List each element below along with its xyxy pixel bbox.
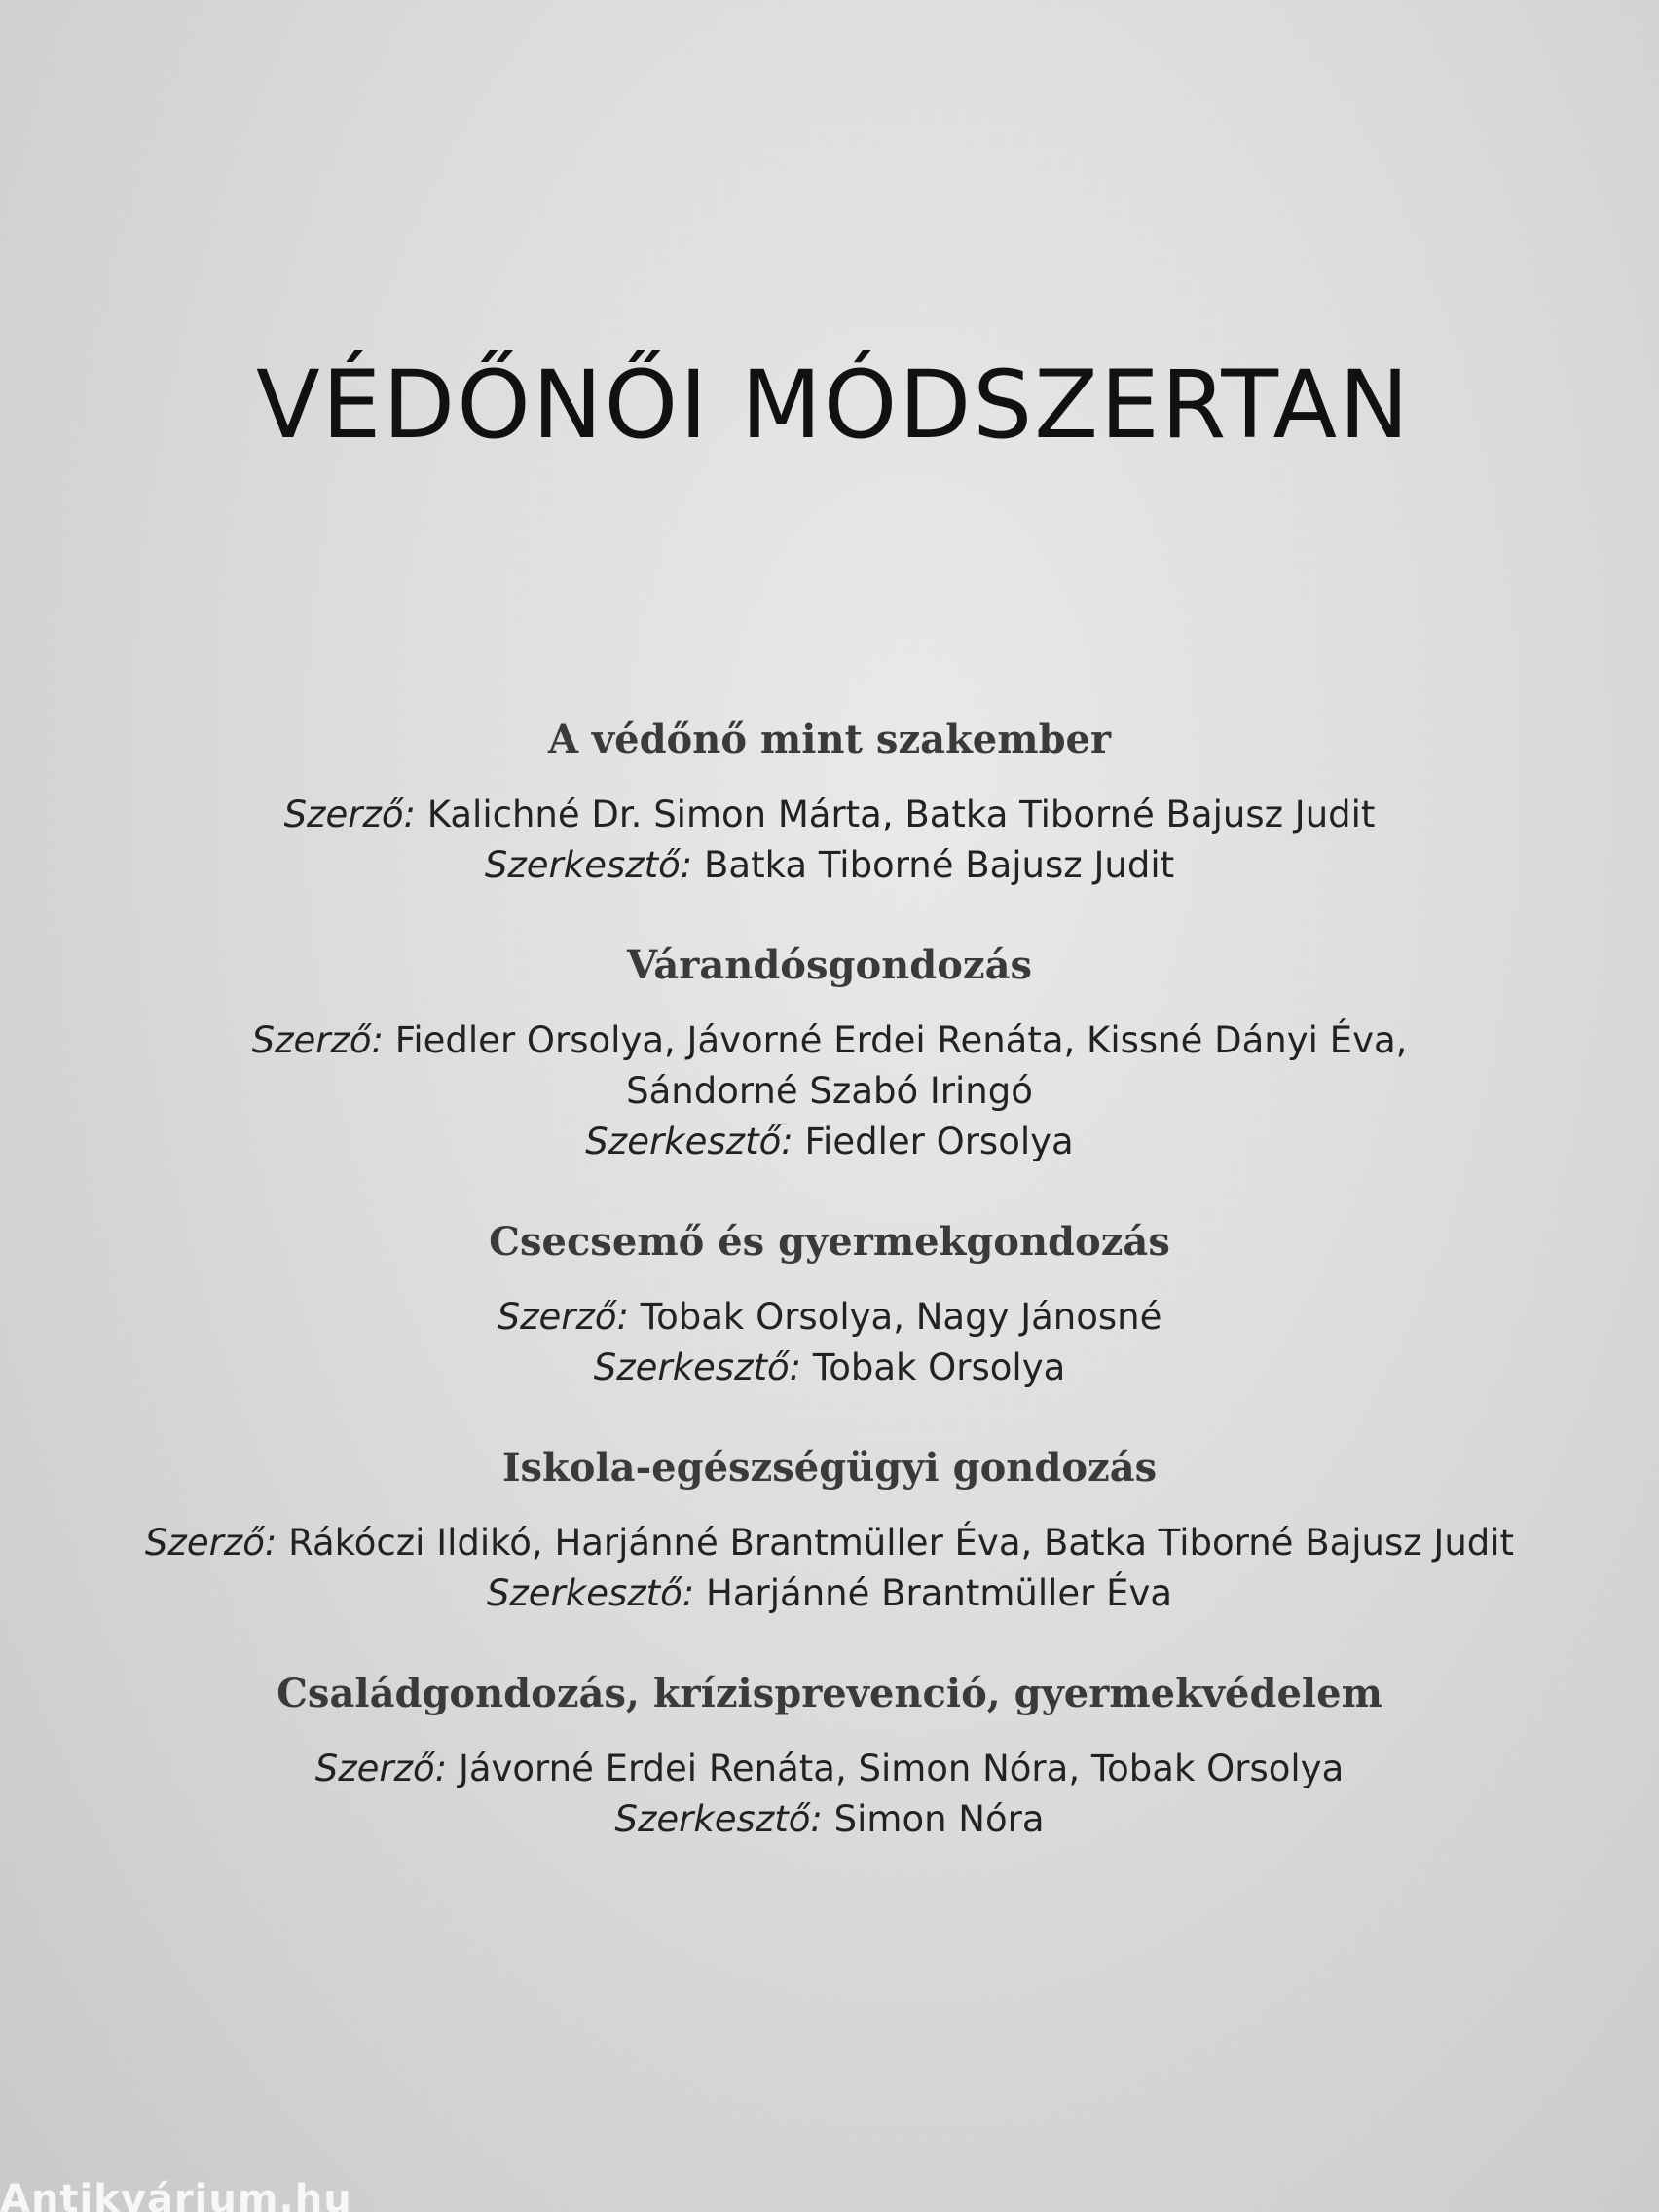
- author-names: Tobak Orsolya, Nagy Jánosné: [640, 1296, 1162, 1338]
- section-varandosgondozas: [0, 941, 1659, 1167]
- editor-line: [0, 1794, 1659, 1845]
- editor-label: Szerkesztő:: [593, 1346, 802, 1388]
- editor-name: Harjánné Brantmüller Éva: [706, 1572, 1173, 1614]
- author-line-continued: [0, 1066, 1659, 1117]
- editor-label: Szerkesztő:: [585, 1121, 793, 1162]
- page-title: VÉDŐNŐI MÓDSZERTAN: [255, 350, 1412, 460]
- watermark-text: Antikvárium.hu: [0, 2177, 352, 2212]
- editor-name: Tobak Orsolya: [812, 1346, 1066, 1388]
- editor-line: [0, 1568, 1659, 1619]
- editor-line: [0, 1343, 1659, 1393]
- editor-line: [0, 840, 1659, 891]
- author-label: Szerző:: [497, 1296, 630, 1338]
- author-names: Sándorné Szabó Iringó: [626, 1070, 1033, 1112]
- author-names: Fiedler Orsolya, Jávorné Erdei Renáta, Kissné Dányi Éva,: [394, 1019, 1408, 1061]
- editor-label: Szerkesztő:: [484, 844, 693, 886]
- section-iskola-egeszsegugyi-gondozas: [0, 1444, 1659, 1619]
- section-heading: Várandósgondozás: [626, 942, 1033, 988]
- editor-name: Batka Tiborné Bajusz Judit: [704, 844, 1175, 886]
- section-heading: Családgondozás, krízisprevenció, gyermekvédelem: [276, 1671, 1382, 1716]
- author-label: Szerző:: [314, 1748, 448, 1789]
- author-label: Szerző:: [144, 1522, 277, 1564]
- section-csecsemo-es-gyermekgondozas: [0, 1218, 1659, 1393]
- section-csaladgondozas: [0, 1670, 1659, 1845]
- contents-sections: [0, 716, 1659, 1896]
- editor-label: Szerkesztő:: [614, 1798, 823, 1840]
- author-names: Kalichné Dr. Simon Márta, Batka Tiborné Bajusz Judit: [426, 793, 1376, 835]
- editor-label: Szerkesztő:: [486, 1572, 695, 1614]
- section-heading: A védőnő mint szakember: [547, 717, 1112, 762]
- author-line: [0, 1518, 1659, 1568]
- editor-line: [0, 1117, 1659, 1167]
- author-label: Szerző:: [251, 1019, 385, 1061]
- section-heading: Iskola-egészségügyi gondozás: [501, 1445, 1158, 1491]
- author-line: [0, 790, 1659, 840]
- section-heading: Csecsemő és gyermekgondozás: [489, 1219, 1170, 1265]
- author-line: [0, 1744, 1659, 1794]
- section-vedono-mint-szakember: [0, 716, 1659, 891]
- author-line: [0, 1292, 1659, 1343]
- author-names: Jávorné Erdei Renáta, Simon Nóra, Tobak Orsolya: [458, 1748, 1345, 1789]
- author-label: Szerző:: [283, 793, 416, 835]
- editor-name: Simon Nóra: [833, 1798, 1045, 1840]
- author-line: [0, 1015, 1659, 1066]
- editor-name: Fiedler Orsolya: [804, 1121, 1074, 1162]
- author-names: Rákóczi Ildikó, Harjánné Brantmüller Éva, Batka Tiborné Bajusz Judit: [288, 1522, 1515, 1564]
